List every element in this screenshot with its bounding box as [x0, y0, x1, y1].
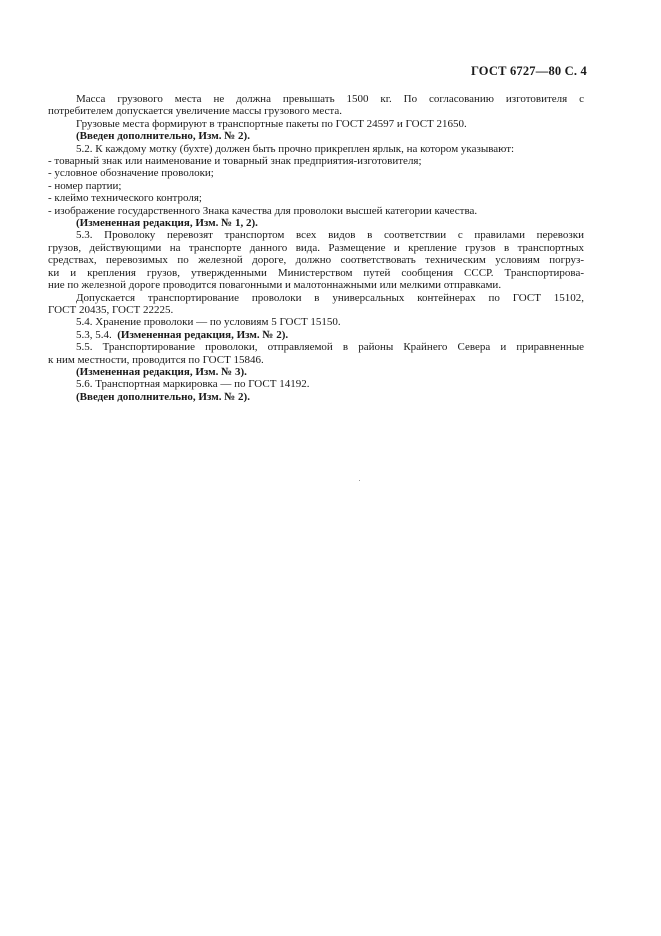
paragraph-line: ГОСТ 20435, ГОСТ 22225. [48, 303, 174, 316]
section-5-5: 5.5. Транспортирование проволоки, отправляемой в районы Крайнего Севера и приравненные [76, 341, 584, 354]
document-body [48, 93, 584, 403]
section-5-3: 5.3. Проволоку перевозят транспортом всех видов в соответствии с правилами перевозки [76, 229, 584, 242]
paragraph-line: грузов, действующими на транспорте данного вида. Размещение и крепление грузов в транспортных [48, 241, 584, 254]
paragraph-line: Допускается транспортирование проволоки в универсальных контейнерах по ГОСТ 15102, [76, 291, 584, 304]
paragraph-line: к ним местности, проводится по ГОСТ 15846. [48, 353, 264, 366]
paragraph-line: средствах, перевозимых по железной дороге, должно соответствовать техническим условиям погруз- [48, 254, 584, 267]
section-5-6: 5.6. Транспортная маркировка — по ГОСТ 14192. [76, 378, 310, 391]
amendment-line [76, 329, 584, 341]
amendment-note: (Измененная редакция, Изм. № 2). [117, 328, 289, 341]
paragraph-line: потребителем допускается увеличение массы грузового места. [48, 105, 342, 118]
paragraph-line: Грузовые места формируют в транспортные пакеты по ГОСТ 24597 и ГОСТ 21650. [76, 117, 467, 130]
section-5-4: 5.4. Хранение проволоки — по условиям 5 ГОСТ 15150. [76, 316, 341, 329]
paragraph-line: Масса грузового места не должна превышать 1500 кг. По согласованию изготовителя с [76, 93, 584, 105]
list-item: - клеймо технического контроля; [48, 192, 202, 205]
list-item: - номер партии; [48, 179, 122, 192]
list-item: - условное обозначение проволоки; [48, 167, 214, 180]
list-item: - изображение государственного Знака качества для проволоки высшей категории качества. [48, 204, 478, 217]
page-header: ГОСТ 6727—80 С. 4 [470, 64, 587, 78]
list-item: - товарный знак или наименование и товарный знак предприятия-изготовителя; [48, 155, 422, 168]
paragraph-line: ние по железной дороге проводится повагонными и малотоннажными или мелкими отправками. [48, 279, 502, 292]
scan-speck [359, 480, 360, 481]
section-5-2: 5.2. К каждому мотку (бухте) должен быть прочно прикреплен ярлык, на котором указывают: [76, 142, 515, 155]
amendment-note: (Измененная редакция, Изм. № 1, 2). [76, 217, 258, 230]
paragraph-line: ки и крепления грузов, утвержденными Министерством путей сообщения СССР. Транспортирова- [48, 266, 584, 279]
amendment-note: (Введен дополнительно, Изм. № 2). [76, 390, 250, 403]
amendment-note: (Введен дополнительно, Изм. № 2). [76, 130, 250, 143]
amendment-note: (Измененная редакция, Изм. № 3). [76, 365, 247, 378]
section-ref: 5.3, 5.4. [76, 328, 112, 341]
